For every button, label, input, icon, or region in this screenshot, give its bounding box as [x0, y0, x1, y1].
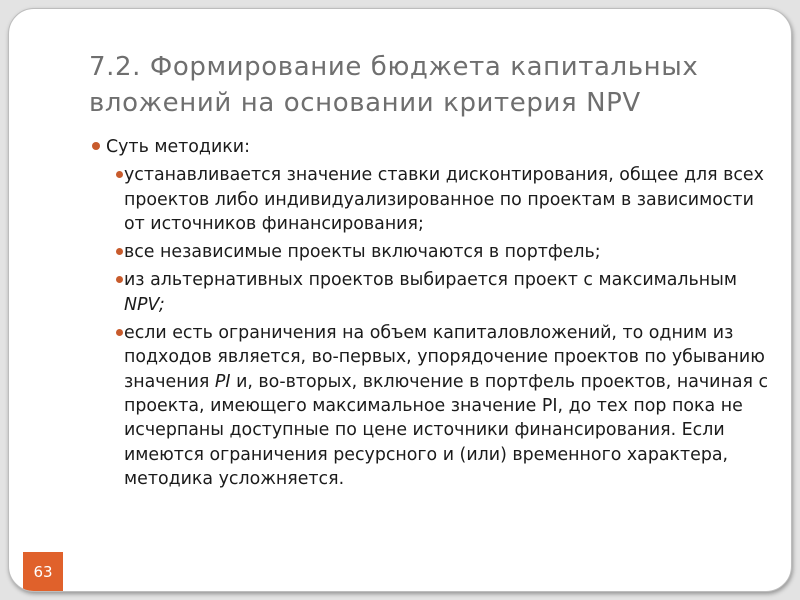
bullet-dot-icon: [116, 248, 123, 255]
sub-bullet-text-part: из альтернативных проектов выбирается проект с максимальным: [124, 270, 737, 291]
slide-title: 7.2. Формирование бюджета капитальных вложений на основании критерия NPV: [89, 52, 699, 118]
npv-term: NPV;: [124, 294, 165, 315]
page-number-badge: 63: [23, 552, 63, 592]
sub-bullet-item: [91, 163, 771, 236]
sub-bullet-item: [91, 268, 771, 317]
bullet-dot-icon: [116, 171, 123, 178]
sub-bullet-text: все независимые проекты включаются в портфель;: [124, 242, 601, 263]
sub-bullet-text-part: и, во-вторых, включение в портфель проектов, начиная с проекта, имеющего максимальное значение PI, до тех пор пока не исчерпаны доступные по цене источники финансирования. Если имеются ограничения ресурсного и (или) временного характера, методика усложняется.: [124, 371, 769, 489]
bullet-dot-icon: [116, 276, 123, 283]
slide-frame: [8, 8, 792, 592]
sub-bullet-text: [124, 323, 768, 489]
bullet-dot-icon: [116, 329, 123, 336]
sub-bullet-item: [91, 321, 771, 491]
pi-term: PI: [214, 371, 231, 392]
main-bullet-item: [91, 135, 771, 159]
sub-bullet-item: [91, 240, 771, 264]
sub-bullet-text: устанавливается значение ставки дисконтирования, общее для всех проектов либо индивидуализированное по проектам в зависимости от источников финансирования;: [124, 165, 764, 234]
bullet-dot-icon: [92, 142, 100, 150]
main-bullet-text: Суть методики:: [106, 137, 250, 157]
slide-content: [91, 135, 771, 495]
sub-bullet-text-part: если есть ограничения на объем капиталовложений, то одним из подходов является, во-первых, упорядочение проектов по убыванию значения: [124, 323, 765, 392]
sub-bullet-text: [124, 270, 737, 314]
